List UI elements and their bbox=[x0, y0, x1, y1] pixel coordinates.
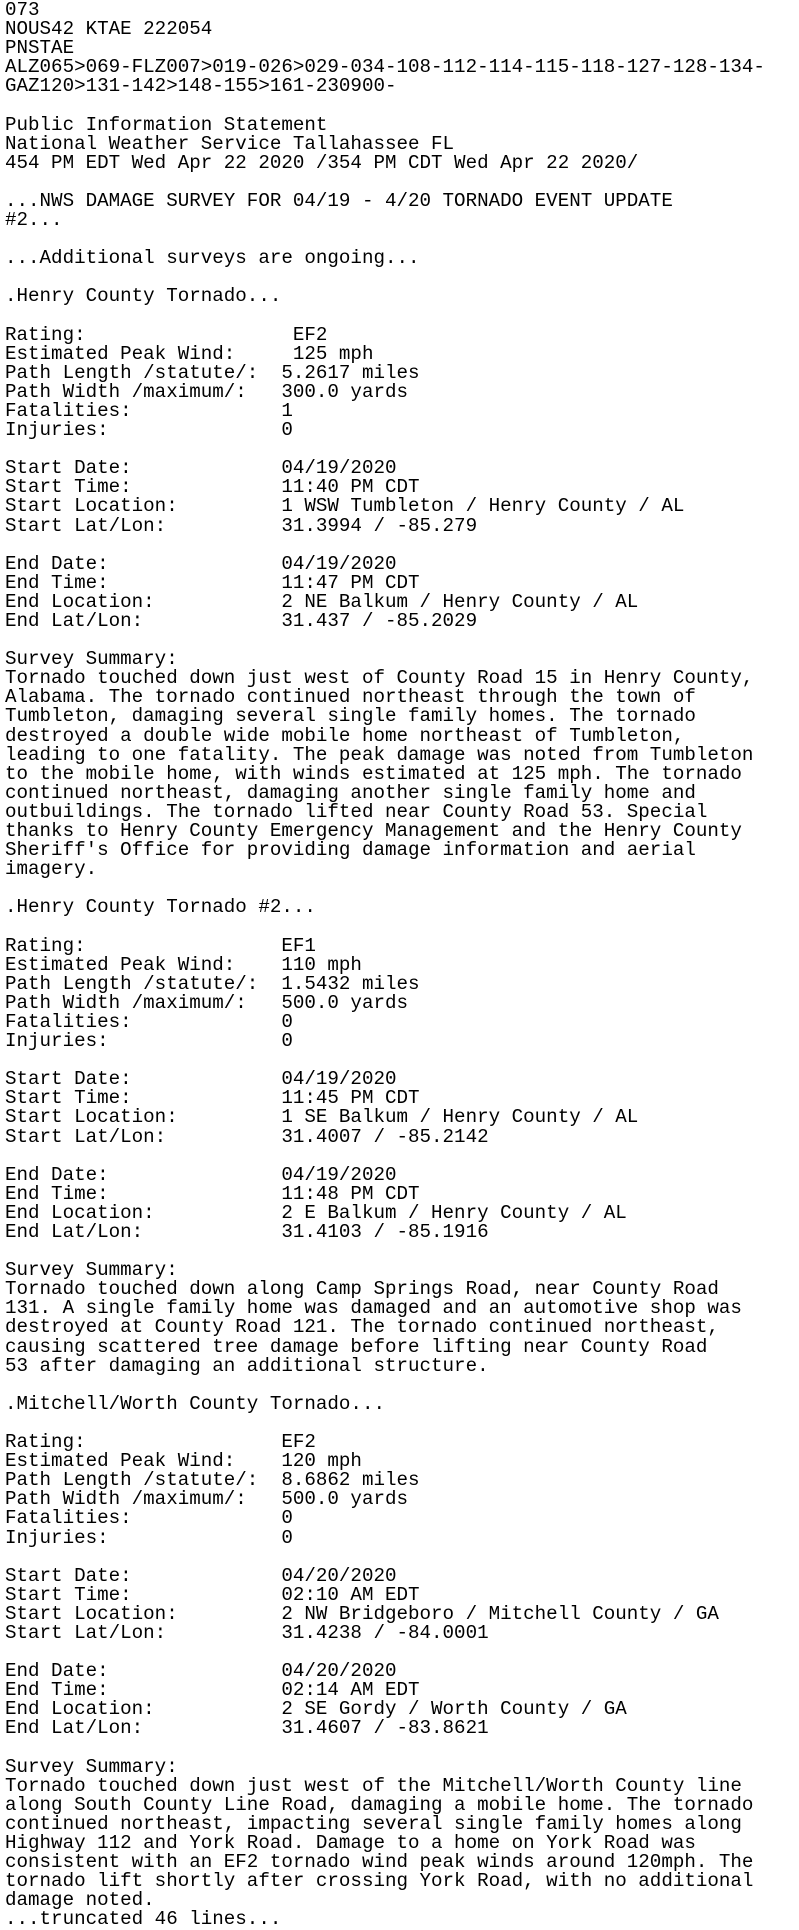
text-line: Survey Summary: bbox=[5, 1259, 178, 1282]
text-line: Start Date: 04/19/2020 bbox=[5, 457, 397, 480]
text-line: destroyed a double wide mobile home northeast of Tumbleton, bbox=[5, 724, 685, 747]
text-line: Injuries: 0 bbox=[5, 419, 293, 442]
text-line: End Time: 11:47 PM CDT bbox=[5, 571, 420, 594]
text-line: End Location: 2 SE Gordy / Worth County / GA bbox=[5, 1698, 627, 1721]
blank-line bbox=[5, 307, 765, 326]
text-line: Fatalities: 0 bbox=[5, 1010, 293, 1033]
text-line: End Location: 2 E Balkum / Henry County / AL bbox=[5, 1201, 627, 1224]
text-line: damage noted. bbox=[5, 1889, 155, 1912]
text-line: Path Length /statute/: 5.2617 miles bbox=[5, 361, 420, 384]
text-line: Public Information Statement bbox=[5, 113, 328, 136]
text-line: consistent with an EF2 tornado wind peak winds around 120mph. The bbox=[5, 1851, 754, 1874]
text-line: 131. A single family home was damaged and an automotive shop was bbox=[5, 1297, 742, 1320]
text-line: along South County Line Road, damaging a mobile home. The tornado bbox=[5, 1793, 754, 1816]
text-line: Tornado touched down just west of the Mitchell/Worth County line bbox=[5, 1774, 742, 1797]
text-line: Start Location: 2 NW Bridgeboro / Mitchell County / GA bbox=[5, 1602, 719, 1625]
text-line: outbuildings. The tornado lifted near County Road 53. Special bbox=[5, 800, 708, 823]
text-line: End Lat/Lon: 31.437 / -85.2029 bbox=[5, 610, 478, 632]
text-line: ...NWS DAMAGE SURVEY FOR 04/19 - 4/20 TORNADO EVENT UPDATE bbox=[5, 189, 673, 212]
blank-line bbox=[5, 536, 765, 555]
text-line: NOUS42 KTAE 222054 bbox=[5, 18, 213, 41]
text-line: Fatalities: 0 bbox=[5, 1507, 293, 1530]
text-line: 454 PM EDT Wed Apr 22 2020 /354 PM CDT Wed Apr 22 2020/ bbox=[5, 151, 639, 174]
text-line: End Location: 2 NE Balkum / Henry County / AL bbox=[5, 590, 639, 613]
text-line: Path Width /maximum/: 500.0 yards bbox=[5, 1488, 409, 1511]
blank-line bbox=[5, 96, 765, 115]
text-line: End Date: 04/19/2020 bbox=[5, 552, 397, 575]
text-line: PNSTAE bbox=[5, 37, 75, 60]
text-line: End Date: 04/20/2020 bbox=[5, 1660, 397, 1683]
text-line: imagery. bbox=[5, 858, 98, 881]
text-line: Path Width /maximum/: 300.0 yards bbox=[5, 380, 409, 403]
text-line: Start Lat/Lon: 31.4007 / -85.2142 bbox=[5, 1125, 489, 1148]
text-line: National Weather Service Tallahassee FL bbox=[5, 132, 455, 155]
text-line: Path Length /statute/: 1.5432 miles bbox=[5, 972, 420, 995]
text-line: Start Location: 1 WSW Tumbleton / Henry County / AL bbox=[5, 495, 685, 518]
text-line: Path Length /statute/: 8.6862 miles bbox=[5, 1469, 420, 1492]
text-line: destroyed at County Road 121. The tornado continued northeast, bbox=[5, 1316, 719, 1339]
text-line: 53 after damaging an additional structure. bbox=[5, 1354, 489, 1377]
text-line: Alabama. The tornado continued northeast through the town of bbox=[5, 686, 696, 709]
section-heading: .Henry County Tornado... bbox=[5, 285, 282, 308]
text-line: Estimated Peak Wind: 120 mph bbox=[5, 1450, 362, 1473]
text-line: Tornado touched down just west of County Road 15 in Henry County, bbox=[5, 667, 754, 690]
truncation-notice: ...truncated 46 lines... bbox=[5, 1908, 282, 1930]
text-line: Start Lat/Lon: 31.4238 / -84.0001 bbox=[5, 1621, 489, 1644]
section-heading: .Mitchell/Worth County Tornado... bbox=[5, 1392, 385, 1415]
text-line: Highway 112 and York Road. Damage to a home on York Road was bbox=[5, 1832, 696, 1854]
text-line: End Time: 11:48 PM CDT bbox=[5, 1182, 420, 1205]
text-line: 073 bbox=[5, 0, 40, 21]
text-line: causing scattered tree damage before lifting near County Road bbox=[5, 1335, 708, 1358]
text-line: #2... bbox=[5, 209, 63, 232]
text-line: Fatalities: 1 bbox=[5, 399, 293, 422]
text-line: Injuries: 0 bbox=[5, 1526, 293, 1549]
text-line: Sheriff's Office for providing damage information and aerial bbox=[5, 839, 696, 862]
text-line: Survey Summary: bbox=[5, 1755, 178, 1778]
text-line: GAZ120>131-142>148-155>161-230900- bbox=[5, 75, 397, 98]
text-line: leading to one fatality. The peak damage was noted from Tumbleton bbox=[5, 743, 754, 766]
text-line: continued northeast, damaging another single family home and bbox=[5, 781, 696, 804]
blank-line bbox=[5, 1739, 765, 1758]
blank-line bbox=[5, 918, 765, 937]
blank-line bbox=[5, 1147, 765, 1166]
text-line: to the mobile home, with winds estimated at 125 mph. The tornado bbox=[5, 762, 742, 785]
text-line: Rating: EF2 bbox=[5, 1431, 316, 1454]
text-line: Estimated Peak Wind: 125 mph bbox=[5, 342, 374, 365]
text-line: Survey Summary: bbox=[5, 648, 178, 671]
blank-line bbox=[5, 1376, 765, 1395]
text-line: ALZ065>069-FLZ007>019-026>029-034-108-112-114-115-118-127-128-134- bbox=[5, 56, 765, 79]
text-line: Start Time: 11:45 PM CDT bbox=[5, 1087, 420, 1110]
text-line: Rating: EF2 bbox=[5, 323, 328, 346]
text-line: Start Location: 1 SE Balkum / Henry County / AL bbox=[5, 1106, 639, 1129]
text-line: End Time: 02:14 AM EDT bbox=[5, 1679, 420, 1702]
text-line: thanks to Henry County Emergency Management and the Henry County bbox=[5, 820, 742, 843]
text-line: End Date: 04/19/2020 bbox=[5, 1163, 397, 1186]
text-line: tornado lift shortly after crossing York Road, with no additional bbox=[5, 1870, 754, 1893]
section-heading: .Henry County Tornado #2... bbox=[5, 896, 316, 919]
text-line: End Lat/Lon: 31.4607 / -83.8621 bbox=[5, 1717, 489, 1740]
text-line: Rating: EF1 bbox=[5, 934, 316, 957]
text-line: End Lat/Lon: 31.4103 / -85.1916 bbox=[5, 1221, 489, 1243]
text-line: Path Width /maximum/: 500.0 yards bbox=[5, 991, 409, 1014]
blank-line bbox=[5, 1548, 765, 1567]
text-line: Start Date: 04/19/2020 bbox=[5, 1068, 397, 1091]
text-line: Tornado touched down along Camp Springs Road, near County Road bbox=[5, 1278, 719, 1301]
text-line: Tumbleton, damaging several single family homes. The tornado bbox=[5, 705, 696, 728]
text-line: Start Time: 02:10 AM EDT bbox=[5, 1583, 420, 1606]
text-line: Start Time: 11:40 PM CDT bbox=[5, 476, 420, 499]
text-line: continued northeast, impacting several single family homes along bbox=[5, 1812, 742, 1835]
text-line: Start Date: 04/20/2020 bbox=[5, 1564, 397, 1587]
bulletin-text bbox=[5, 1, 765, 1929]
text-line: ...Additional surveys are ongoing... bbox=[5, 247, 420, 270]
text-line: Estimated Peak Wind: 110 mph bbox=[5, 953, 362, 976]
text-line: Start Lat/Lon: 31.3994 / -85.279 bbox=[5, 514, 478, 537]
text-line: Injuries: 0 bbox=[5, 1030, 293, 1053]
